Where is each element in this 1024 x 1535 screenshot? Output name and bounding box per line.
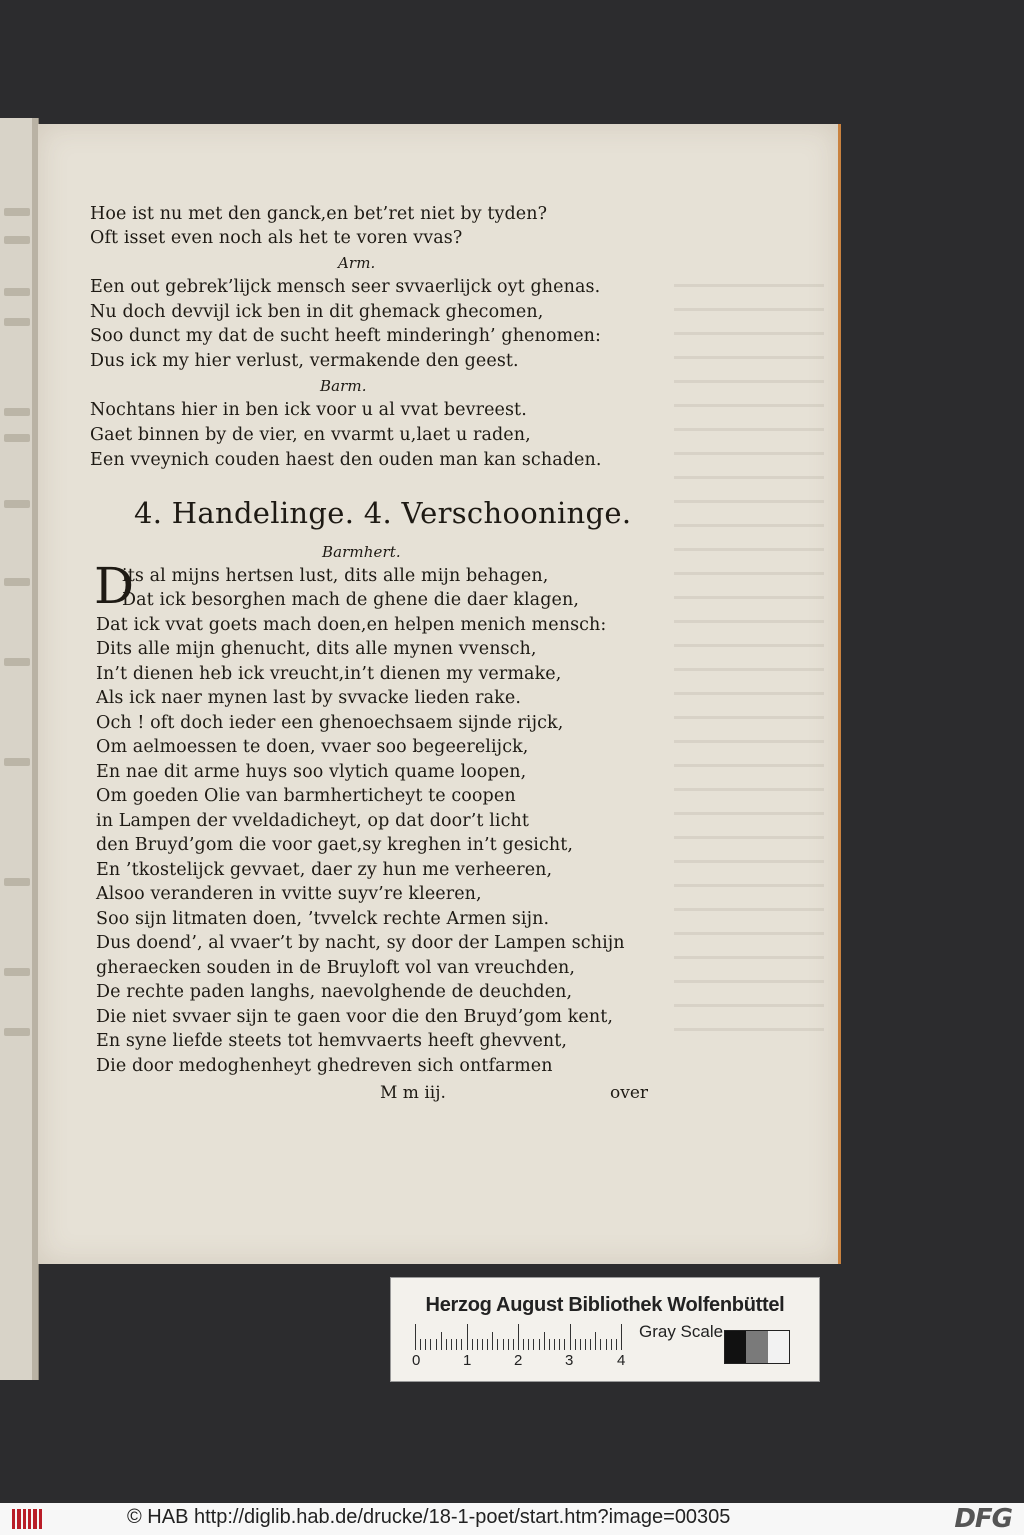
ruler-tick [575, 1339, 576, 1350]
facing-text-fragment [4, 208, 30, 216]
ruler-tick [487, 1339, 488, 1350]
ruler-tick [523, 1339, 524, 1350]
ruler-number: 2 [514, 1352, 523, 1369]
ruler-tick [600, 1339, 601, 1350]
facing-text-fragment [4, 236, 30, 244]
ruler-tick [425, 1339, 426, 1350]
ruler-number: 4 [617, 1352, 626, 1369]
ruler-tick [508, 1339, 509, 1350]
verse-line: Alsoo veranderen in vvitte suyv’re kleeren, [96, 884, 482, 904]
verse-line: Dus ick my hier verlust, vermakende den geest. [90, 351, 519, 371]
gray-scale-swatch [724, 1330, 790, 1364]
verse-line: Soo sijn litmaten doen, ’tvvelck rechte Armen sijn. [96, 909, 550, 929]
ruler-tick [430, 1339, 431, 1350]
ruler-tick [497, 1339, 498, 1350]
verse-line: Gaet binnen by de vier, en vvarmt u,laet u raden, [90, 425, 531, 445]
ruler-tick [415, 1324, 416, 1350]
verse-line: Och ! oft doch ieder een ghenoechsaem sijnde rijck, [96, 713, 564, 733]
ruler-tick [559, 1339, 560, 1350]
facing-text-fragment [4, 1028, 30, 1036]
ruler-tick [441, 1332, 442, 1350]
verse-line: Dat ick vvat goets mach doen,en helpen menich mensch: [96, 615, 607, 635]
verse-line: Hoe ist nu met den ganck,en bet’ret niet by tyden? [90, 204, 548, 224]
verse-line: Dat ick besorghen mach de ghene die daer klagen, [122, 590, 579, 610]
ruler-number: 0 [412, 1352, 421, 1369]
ruler-tick [616, 1339, 617, 1350]
scale-reference-card [390, 1277, 820, 1382]
hab-logo-icon [12, 1509, 42, 1529]
ruler-tick [570, 1324, 571, 1350]
ruler-tick [549, 1339, 550, 1350]
section-heading: 4. Handelinge. 4. Verschooninge. [134, 496, 632, 530]
verse-line: its al mijns hertsen lust, dits alle mijn behagen, [122, 566, 549, 586]
cm-ruler [415, 1322, 625, 1350]
verse-line: gheraecken souden in de Bruyloft vol van vreuchden, [96, 958, 576, 978]
facing-page-edge [0, 118, 39, 1380]
verse-line: En nae dit arme huys soo vlytich quame loopen, [96, 762, 527, 782]
verse-line: Dits alle mijn ghenucht, dits alle mynen vvensch, [96, 639, 537, 659]
facing-text-fragment [4, 758, 30, 766]
ruler-tick [446, 1339, 447, 1350]
speaker-name: Arm. [338, 254, 376, 272]
verse-line: Soo dunct my dat de sucht heeft minderingh’ ghenomen: [90, 326, 602, 346]
ruler-tick [492, 1332, 493, 1350]
ruler-tick [533, 1339, 534, 1350]
facing-text-fragment [4, 500, 30, 508]
ruler-tick [611, 1339, 612, 1350]
verse-line: Oft isset even noch als het te voren vvas? [90, 228, 463, 248]
ruler-tick [436, 1339, 437, 1350]
verse-line: De rechte paden langhs, naevolghende de deuchden, [96, 982, 573, 1002]
verse-line: den Bruyd’gom die voor gaet,sy kreghen in’t gesicht, [96, 835, 574, 855]
facing-text-fragment [4, 878, 30, 886]
verse-line: En ’tkostelijck gevvaet, daer zy hun me verheeren, [96, 860, 553, 880]
ruler-tick [420, 1339, 421, 1350]
ruler-tick [606, 1339, 607, 1350]
facing-text-fragment [4, 968, 30, 976]
verse-line: Die niet svvaer sijn te gaen voor die den Bruyd’gom kent, [96, 1007, 614, 1027]
swatch-black [725, 1331, 746, 1363]
facing-text-fragment [4, 578, 30, 586]
ruler-tick [482, 1339, 483, 1350]
ruler-tick [477, 1339, 478, 1350]
catchword: over [610, 1083, 649, 1103]
ruler-tick [472, 1339, 473, 1350]
ruler-tick [564, 1339, 565, 1350]
library-name: Herzog August Bibliothek Wolfenbüttel [425, 1294, 785, 1316]
verse-line: Als ick naer mynen last by svvacke lieden rake. [96, 688, 522, 708]
ruler-tick [461, 1339, 462, 1350]
verse-line: in Lampen der vveldadicheyt, op dat door’t licht [96, 811, 530, 831]
facing-text-fragment [4, 434, 30, 442]
verse-line: Om goeden Olie van barmherticheyt te coopen [96, 786, 516, 806]
ruler-tick [451, 1339, 452, 1350]
verse-line: Een out gebrek’lijck mensch seer svvaerlijck oyt ghenas. [90, 277, 601, 297]
facing-text-fragment [4, 658, 30, 666]
verse-line: In’t dienen heb ick vreucht,in’t dienen my vermake, [96, 664, 562, 684]
gray-scale-label: Gray Scale [639, 1322, 724, 1341]
ruler-tick [467, 1324, 468, 1350]
footer-bar [0, 1503, 1024, 1535]
verse-line: Die door medoghenheyt ghedreven sich ontfarmen [96, 1056, 553, 1076]
ruler-tick [456, 1339, 457, 1350]
copyright-url: © HAB http://diglib.hab.de/drucke/18-1-poet/start.htm?image=00305 [127, 1506, 731, 1528]
ruler-tick [544, 1332, 545, 1350]
swatch-white [768, 1331, 789, 1363]
show-through-text [674, 284, 824, 1044]
facing-text-fragment [4, 288, 30, 296]
verse-line: Nochtans hier in ben ick voor u al vvat bevreest. [90, 400, 527, 420]
facing-text-fragment [4, 408, 30, 416]
ruler-tick [539, 1339, 540, 1350]
ruler-number: 1 [463, 1352, 472, 1369]
signature-mark: M m iij. [380, 1083, 446, 1103]
ruler-tick [528, 1339, 529, 1350]
ruler-tick [554, 1339, 555, 1350]
speaker-name: Barm. [320, 377, 367, 395]
drop-capital: D [94, 557, 135, 615]
ruler-tick [585, 1339, 586, 1350]
swatch-gray [746, 1331, 767, 1363]
ruler-tick [590, 1339, 591, 1350]
ruler-tick [503, 1339, 504, 1350]
ruler-tick [595, 1332, 596, 1350]
verse-line: Een vveynich couden haest den ouden man kan schaden. [90, 450, 602, 470]
ruler-tick [580, 1339, 581, 1350]
verse-line: Nu doch devvijl ick ben in dit ghemack ghecomen, [90, 302, 544, 322]
verse-line: Dus doend’, al vvaer’t by nacht, sy door der Lampen schijn [96, 933, 625, 953]
verse-line: En syne liefde steets tot hemvvaerts heeft ghevvent, [96, 1031, 568, 1051]
ruler-tick [518, 1324, 519, 1350]
ruler-number: 3 [565, 1352, 574, 1369]
book-page [38, 124, 841, 1264]
ruler-tick [513, 1339, 514, 1350]
speaker-name: Barmhert. [322, 543, 401, 561]
verse-line: Om aelmoessen te doen, vvaer soo begeerelijck, [96, 737, 529, 757]
dfg-logo: DFG [954, 1504, 1012, 1534]
ruler-tick [621, 1324, 622, 1350]
facing-text-fragment [4, 318, 30, 326]
